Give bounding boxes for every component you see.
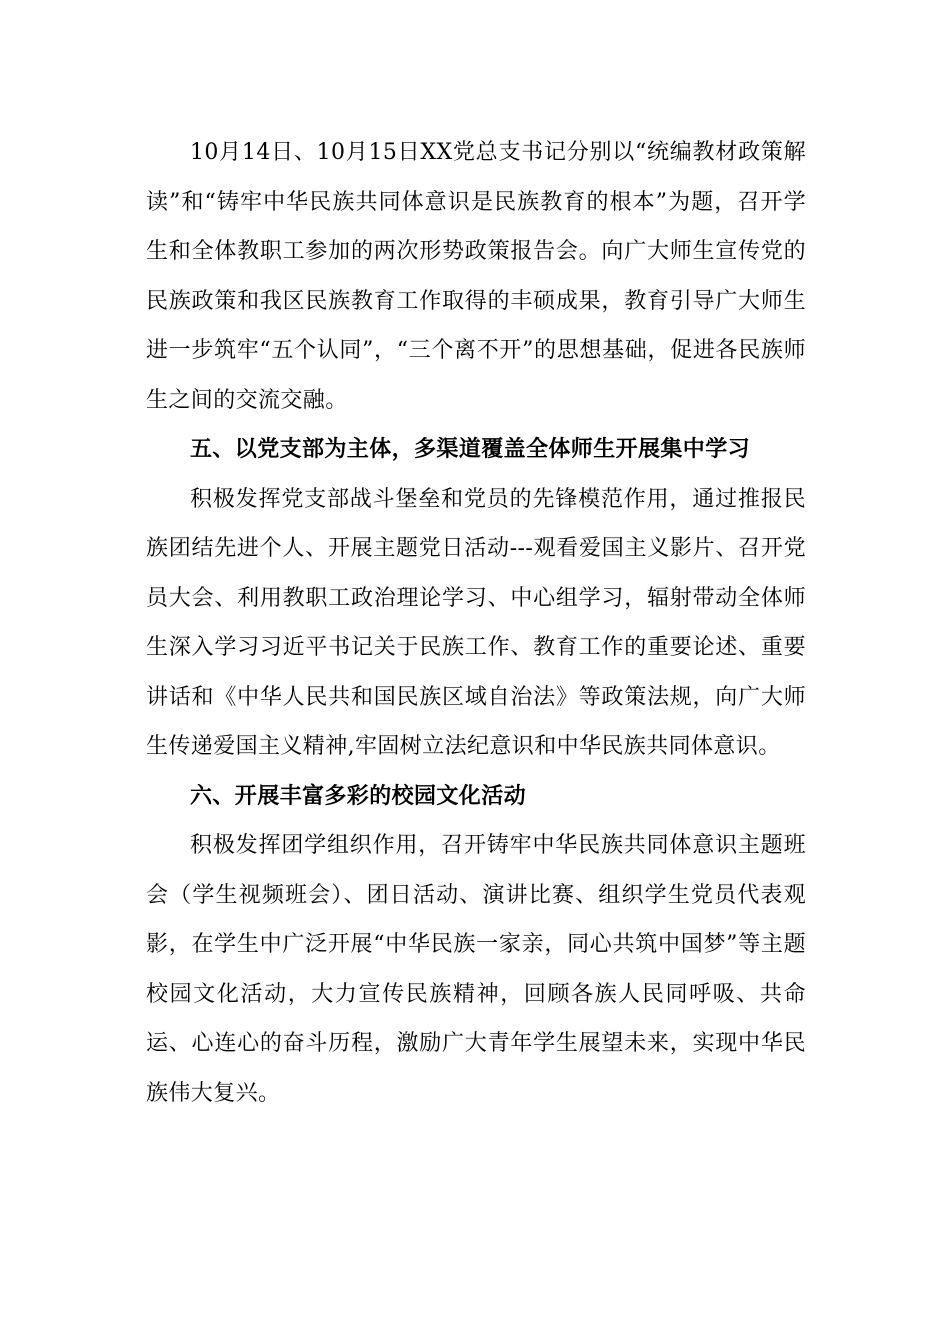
section-heading-6: 六、开展丰富多彩的校园文化活动 <box>190 783 527 809</box>
body-paragraph-campus-culture: 积极发挥团学组织作用，召开铸牢中华民族共同体意识主题班会（学生视频班会）、团日活动、演讲比赛、组织学生党员代表观影，在学生中广泛开展“中华民族一家亲，同心共筑中国梦”等主题校园文化活动，大力宣传民族精神，回顾各族人民同呼吸、共命运、心连心的奋斗历程，激励广大青年学生展望未来，实现中华民族伟大复兴。 <box>146 833 806 1106</box>
body-paragraph-policy-reports: 10月14日、10月15日XX党总支书记分别以“统编教材政策解读”和“铸牢中华民族共同体意识是民族教育的根本”为题，召开学生和全体教职工参加的两次形势政策报告会。向广大师生宣传党的民族政策和我区民族教育工作取得的丰硕成果，教育引导广大师生进一步筑牢“五个认同”，“三个离不开”的思想基础，促进各民族师生之间的交流交融。 <box>146 140 806 413</box>
section-heading-5: 五、以党支部为主体，多渠道覆盖全体师生开展集中学习 <box>190 437 751 462</box>
document-page <box>146 128 806 1118</box>
body-paragraph-party-branch-study: 积极发挥党支部战斗堡垒和党员的先锋模范作用，通过推报民族团结先进个人、开展主题党日活动---观看爱国主义影片、召开党员大会、利用教职工政治理论学习、中心组学习，辐射带动全体师生深入学习习近平书记关于民族工作、教育工作的重要论述、重要讲话和《中华人民共和国民族区域自治法》等政策法规，向广大师生传递爱国主义精神,牢固树立法纪意识和中华民族共同体意识。 <box>146 486 806 759</box>
